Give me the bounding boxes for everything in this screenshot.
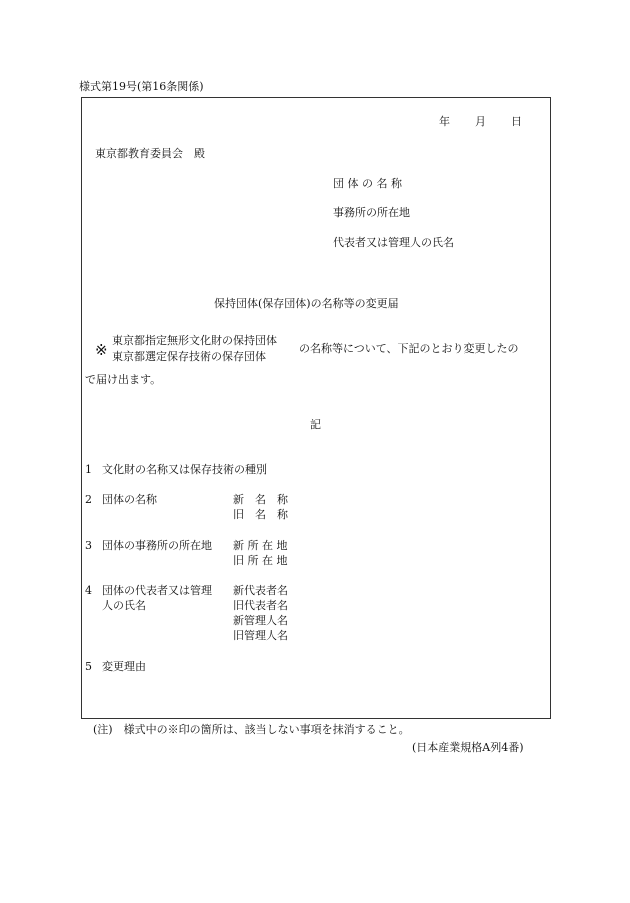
footnote: (注) 様式中の※印の箇所は、該当しない事項を抹消すること。 — [93, 723, 410, 736]
form-frame — [81, 97, 551, 719]
paper-spec: (日本産業規格A列4番) — [412, 741, 524, 754]
body-text-line2: で届け出ます。 — [85, 373, 162, 386]
applicant-representative-label: 代表者又は管理人の氏名 — [333, 236, 454, 249]
item-4-label: 団体の代表者又は管理 — [102, 584, 212, 597]
item-4-new-manager: 新管理人名 — [233, 614, 288, 627]
item-5-label: 変更理由 — [102, 660, 146, 673]
item-2-label: 団体の名称 — [102, 493, 157, 506]
addressee: 東京都教育委員会 殿 — [95, 147, 205, 160]
item-4-new-representative: 新代表者名 — [233, 584, 288, 597]
item-3-label: 団体の事務所の所在地 — [102, 539, 212, 552]
item-2-old-name: 旧 名 称 — [233, 508, 288, 521]
date-month: 月 — [475, 115, 486, 128]
ki-heading: 記 — [310, 418, 321, 431]
item-2-new-name: 新 名 称 — [233, 493, 288, 506]
item-4-number: 4 — [85, 584, 92, 597]
item-2-number: 2 — [85, 493, 92, 506]
option-selected-preservation-group: 東京都選定保存技術の保存団体 — [112, 350, 266, 363]
date-year: 年 — [439, 115, 450, 128]
form-number: 様式第19号(第16条関係) — [79, 80, 204, 93]
item-4-label-cont: 人の氏名 — [102, 599, 146, 612]
item-1-label: 文化財の名称又は保存技術の種別 — [102, 463, 267, 476]
date-day: 日 — [511, 115, 522, 128]
strike-mark: ※ — [95, 341, 108, 359]
item-5-number: 5 — [85, 660, 92, 673]
body-text-line1: の名称等について、下記のとおり変更したの — [299, 342, 519, 355]
document-title: 保持団体(保存団体)の名称等の変更届 — [214, 297, 399, 310]
item-1-number: 1 — [85, 463, 92, 476]
item-4-old-manager: 旧管理人名 — [233, 629, 288, 642]
item-3-old-address: 旧 所 在 地 — [233, 554, 288, 567]
applicant-name-label: 団 体 の 名 称 — [333, 177, 402, 190]
option-designated-holding-group: 東京都指定無形文化財の保持団体 — [112, 334, 277, 347]
item-3-new-address: 新 所 在 地 — [233, 539, 288, 552]
applicant-address-label: 事務所の所在地 — [333, 206, 410, 219]
item-4-old-representative: 旧代表者名 — [233, 599, 288, 612]
item-3-number: 3 — [85, 539, 92, 552]
